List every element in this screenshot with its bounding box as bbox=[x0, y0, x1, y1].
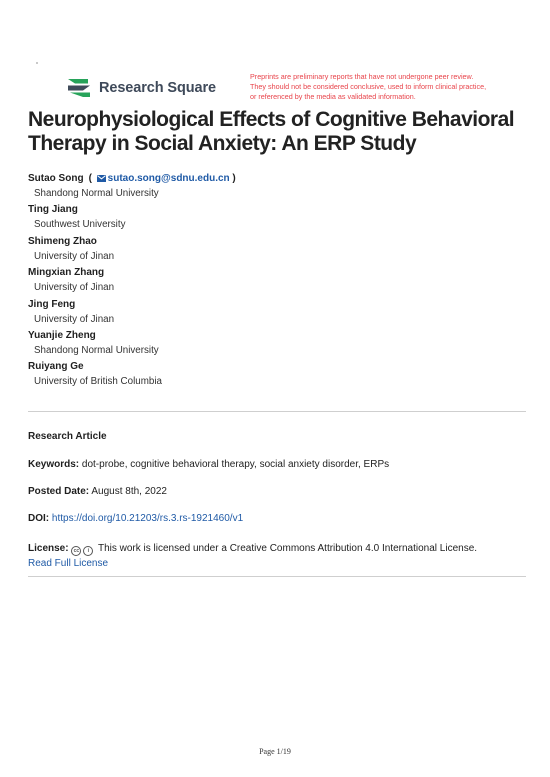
research-square-logo-icon bbox=[66, 76, 92, 100]
author-name: Sutao Song bbox=[28, 173, 84, 184]
author-name: Jing Feng bbox=[28, 298, 76, 310]
stray-dot bbox=[36, 62, 38, 64]
license-label: License: bbox=[28, 543, 69, 554]
read-full-license-link[interactable]: Read Full License bbox=[28, 558, 109, 569]
disclaimer-line: They should not be considered conclusive, used to inform clinical practice, bbox=[250, 82, 487, 91]
cc-icon: cc bbox=[71, 546, 81, 556]
author-entry bbox=[28, 266, 528, 295]
page-number: Page 1/19 bbox=[259, 747, 291, 756]
license-icons bbox=[71, 546, 93, 556]
research-square-logo[interactable] bbox=[66, 76, 216, 100]
license-text: This work is licensed under a Creative Commons Attribution 4.0 International License. bbox=[97, 543, 478, 554]
keywords bbox=[28, 459, 389, 470]
author-affiliation: Southwest University bbox=[34, 219, 126, 231]
disclaimer-line: Preprints are preliminary reports that have not undergone peer review. bbox=[250, 72, 474, 81]
by-icon: i bbox=[83, 546, 93, 556]
author-entry bbox=[28, 203, 528, 232]
author-email-link[interactable]: sutao.song@sdnu.edu.cn bbox=[107, 173, 230, 184]
author-affiliation: University of Jinan bbox=[34, 282, 115, 294]
author-list bbox=[28, 172, 528, 392]
posted-date-value: August 8th, 2022 bbox=[91, 486, 167, 497]
doi-label: DOI: bbox=[28, 513, 50, 524]
author-name: Ruiyang Ge bbox=[28, 361, 84, 373]
page-header bbox=[0, 72, 550, 108]
divider bbox=[28, 576, 526, 577]
author-entry bbox=[28, 235, 528, 264]
author-entry bbox=[28, 298, 528, 327]
author-entry bbox=[28, 172, 528, 201]
author-email-block: ( sutao.song@sdnu.edu.cn ) bbox=[88, 173, 236, 184]
keywords-value: dot-probe, cognitive behavioral therapy, social anxiety disorder, ERPs bbox=[81, 459, 390, 470]
author-affiliation: University of British Columbia bbox=[34, 376, 162, 388]
posted-date bbox=[28, 486, 167, 497]
author-name: Mingxian Zhang bbox=[28, 267, 105, 279]
preprint-disclaimer bbox=[250, 72, 540, 102]
disclaimer-line: or referenced by the media as validated information. bbox=[250, 92, 416, 101]
author-entry bbox=[28, 360, 528, 389]
author-affiliation: University of Jinan bbox=[34, 250, 115, 262]
author-name: Ting Jiang bbox=[28, 204, 78, 216]
author-name: Yuanjie Zheng bbox=[28, 329, 96, 341]
doi-link[interactable]: https://doi.org/10.21203/rs.3.rs-1921460/v1 bbox=[51, 513, 244, 524]
brand-name: Research Square bbox=[99, 80, 216, 96]
author-affiliation: Shandong Normal University bbox=[34, 344, 159, 356]
author-name: Shimeng Zhao bbox=[28, 235, 97, 247]
paper-title: Neurophysiological Effects of Cognitive Behavioral Therapy in Social Anxiety: An ERP Study bbox=[28, 108, 515, 155]
divider bbox=[28, 411, 526, 412]
envelope-icon bbox=[97, 175, 106, 182]
doi bbox=[28, 513, 243, 524]
article-type: Research Article bbox=[28, 431, 107, 442]
author-affiliation: Shandong Normal University bbox=[34, 188, 159, 199]
posted-date-label: Posted Date: bbox=[28, 486, 90, 497]
author-entry bbox=[28, 329, 528, 358]
license bbox=[28, 541, 477, 571]
author-affiliation: University of Jinan bbox=[34, 313, 115, 325]
keywords-label: Keywords: bbox=[28, 459, 80, 470]
